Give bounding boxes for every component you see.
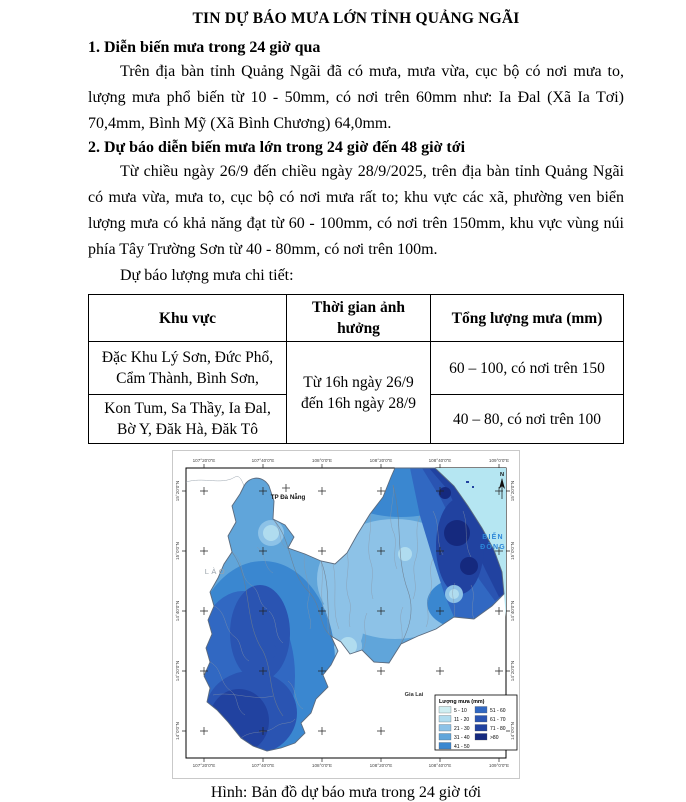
legend-title: Lượng mưa (mm) [439,699,485,705]
rain-map [172,450,520,779]
lon-tick: 107°20'0"E [192,458,216,463]
lon-tick: 109°0'0"E [488,458,510,463]
lat-tick: 15°20'0"N [175,480,180,502]
total-cell: 60 – 100, có nơi trên 150 [431,342,624,395]
col-header-total: Tổng lượng mưa (mm) [431,295,624,342]
legend-swatch [475,734,487,741]
gia-lai-label: Gia Lai [404,692,424,698]
da-nang-label: TP Đà Nẵng [270,494,306,501]
table-row [89,342,624,395]
legend-swatch [439,725,451,732]
time-cell: Từ 16h ngày 26/9 đến 16h ngày 28/9 [287,342,431,444]
lat-tick: 14°20'0"N [510,660,515,682]
legend-swatch [439,707,451,714]
lon-tick: 108°40'0"E [428,458,452,463]
lat-tick: 14°20'0"N [175,660,180,682]
lat-tick: 15°20'0"N [510,480,515,502]
legend-label: 5 - 10 [454,708,467,714]
page-title: TIN DỰ BÁO MƯA LỚN TỈNH QUẢNG NGÃI [192,10,520,27]
lon-tick: 107°20'0"E [192,763,216,768]
lat-tick: 14°40'0"N [510,600,515,622]
legend-swatch [475,716,487,723]
legend-label: 31 - 40 [454,735,470,741]
lat-tick: 15°0'0"N [175,542,180,560]
lon-tick: 107°40'0"E [251,763,275,768]
table-header-row [89,295,624,342]
legend-label: 41 - 50 [454,744,470,750]
lon-tick: 107°40'0"E [251,458,275,463]
sea-label-line1: BIỂN [482,534,504,541]
lat-tick: 14°0'0"N [175,722,180,740]
lon-tick: 108°20'0"E [369,458,393,463]
section2-heading: 2. Dự báo diễn biến mưa lớn trong 24 giờ đến 48 giờ tới [88,139,466,156]
legend-swatch [439,743,451,750]
legend-label: 61 - 70 [490,717,506,723]
legend-label: 11 - 20 [454,717,470,723]
legend-label: >80 [490,735,499,741]
sea-label-line2: ĐÔNG [480,544,506,551]
lon-tick: 108°40'0"E [428,763,452,768]
legend-label: 71 - 80 [490,726,506,732]
col-header-time: Thời gian ảnh hưởng [287,295,431,342]
total-cell: 40 – 80, có nơi trên 100 [431,395,624,444]
figure-caption: Hình: Bản đồ dự báo mưa trong 24 giờ tới [210,784,482,801]
lon-tick: 109°0'0"E [488,763,510,768]
legend-swatch [439,716,451,723]
rain-forecast-table [88,294,624,444]
rain-map-figure [172,450,520,802]
area-cell: Kon Tum, Sa Thầy, Ia Đal, Bờ Y, Đăk Hà, Đăk Tô [89,395,287,444]
section1-heading: 1. Diễn biến mưa trong 24 giờ qua [88,39,321,56]
legend-swatch [475,725,487,732]
lon-tick: 108°0'0"E [311,458,333,463]
legend-label: 51 - 60 [490,708,506,714]
map-legend [435,695,517,750]
detail-intro: Dự báo lượng mưa chi tiết: [120,267,294,284]
lat-tick: 14°0'0"N [510,722,515,740]
lat-tick: 15°0'0"N [510,542,515,560]
lat-tick: 14°40'0"N [175,600,180,622]
section1-paragraph: Trên địa bàn tỉnh Quảng Ngãi đã có mưa, mưa vừa, cục bộ có nơi mưa to, lượng mưa phổ biến từ 10 - 50mm, có nơi trên 60mm như: Ia Đal (Xã Ia Tơi) 70,4mm, Bình Mỹ (Xã Bình Chương) 64,0mm. [88,63,624,132]
lon-tick: 108°0'0"E [311,763,333,768]
section2-paragraph: Từ chiều ngày 26/9 đến chiều ngày 28/9/2025, trên địa bàn tỉnh Quảng Ngãi có mưa vừa, mưa to, cục bộ có nơi mưa rất to; khu vực các xã, phường ven biển lượng mưa có khả năng đạt từ 60 - 100mm, có nơi trên 150mm, khu vực vùng núi phía Tây Trường Sơn từ 40 - 80mm, có nơi trên 100m. [88,163,624,258]
area-cell: Đặc Khu Lý Sơn, Đức Phổ, Cẩm Thành, Bình Sơn, [89,342,287,395]
col-header-area: Khu vực [89,295,287,342]
legend-swatch [475,707,487,714]
legend-swatch [439,734,451,741]
svg-text:N: N [499,472,505,478]
laos-label: LÀO [204,567,228,576]
legend-label: 21 - 30 [454,726,470,732]
lon-tick: 108°20'0"E [369,763,393,768]
